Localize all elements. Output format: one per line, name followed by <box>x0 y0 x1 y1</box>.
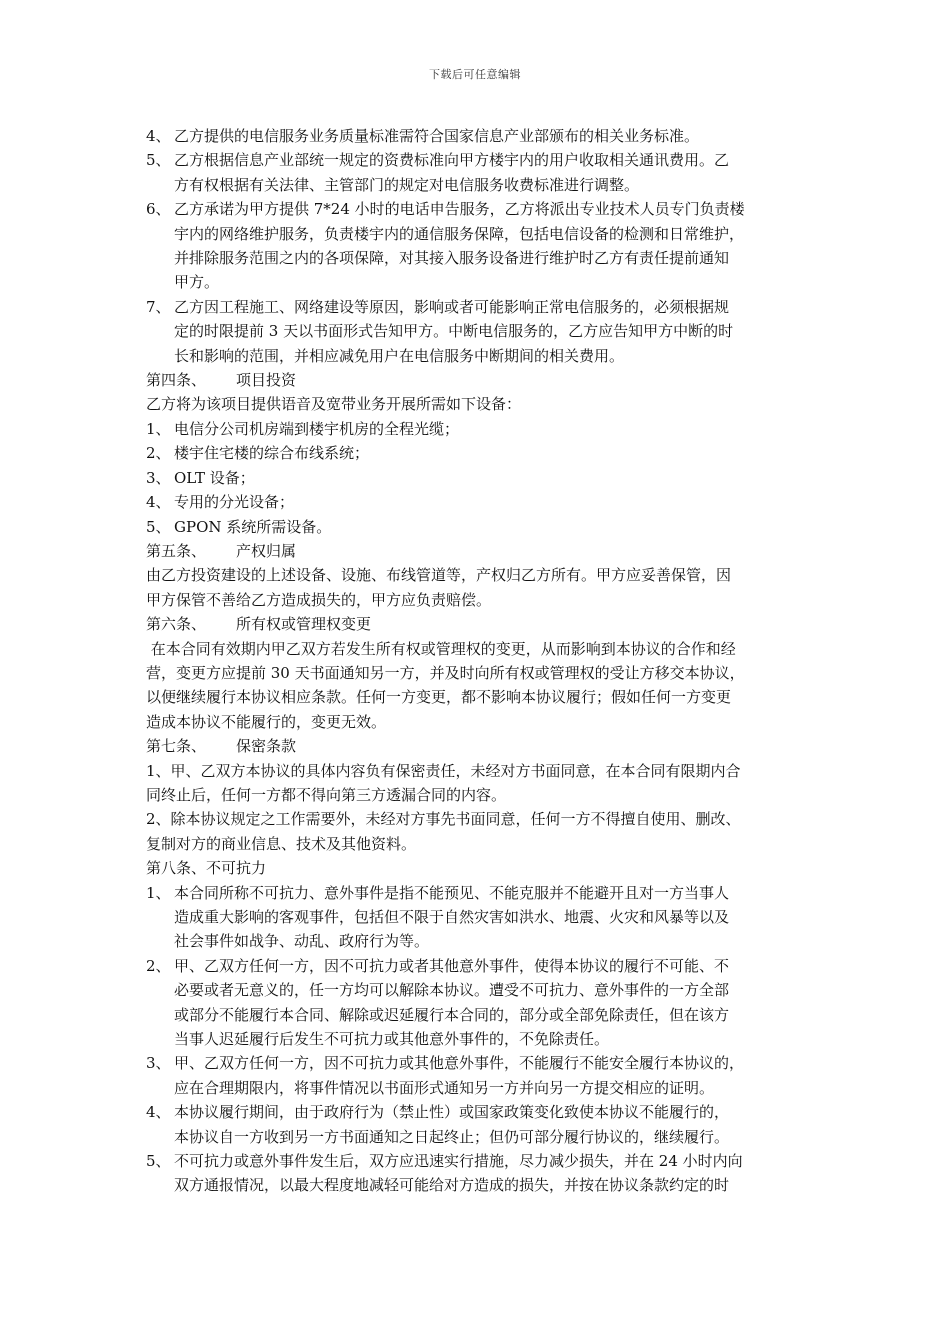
text-line: 在本合同有效期内甲乙双方若发生所有权或管理权的变更，从而影响到本协议的合作和经 <box>146 639 736 658</box>
item-text <box>174 881 816 954</box>
section-7-heading <box>146 734 816 758</box>
text-line: 同终止后，任何一方都不得向第三方透漏合同的内容。 <box>146 785 507 804</box>
section-number: 第四条、 <box>146 371 207 390</box>
list-item <box>146 295 816 368</box>
section-number: 第七条、 <box>146 737 207 756</box>
section-title: 产权归属 <box>236 541 297 560</box>
list-item <box>146 1149 816 1198</box>
section-7-paragraph <box>146 759 816 857</box>
page-header: 下载后可任意编辑 <box>429 68 521 81</box>
list-item <box>146 197 816 295</box>
text-line: 甲方。 <box>174 273 220 292</box>
list-item <box>146 124 816 148</box>
text-line: 宇内的网络维护服务，负责楼宇内的通信服务保障，包括电信设备的检测和日常维护， <box>174 224 745 243</box>
section-title: 所有权或管理权变更 <box>236 615 372 634</box>
text-line: 双方通报情况，以最大程度地减轻可能给对方造成的损失，并按在协议条款约定的时 <box>174 1176 730 1195</box>
text-line: 甲、乙双方任何一方，因不可抗力或者其他意外事件，使得本协议的履行不可能、不 <box>174 956 730 975</box>
text-line: 定的时限提前 3 天以书面形式告知甲方。中断电信服务的，乙方应告知甲方中断的时 <box>174 322 734 341</box>
list-item <box>146 490 816 514</box>
list-item <box>146 466 816 490</box>
list-item <box>146 148 816 197</box>
item-text <box>174 148 816 197</box>
item-text <box>174 1100 816 1149</box>
item-text: 专用的分光设备； <box>174 493 295 512</box>
item-number: 4、 <box>146 1103 171 1122</box>
section-4-intro: 乙方将为该项目提供语音及宽带业务开展所需如下设备： <box>146 395 522 414</box>
text-line: 并排除服务范围之内的各项保障，对其接入服务设备进行维护时乙方有责任提前通知 <box>174 249 730 268</box>
text-line: 长和影响的范围，并相应减免用户在电信服务中断期间的相关费用。 <box>174 346 625 365</box>
text-line: 以便继续履行本协议相应条款。任何一方变更，都不影响本协议履行；假如任何一方变更 <box>146 688 732 707</box>
document-body <box>146 124 816 1198</box>
item-number: 4、 <box>146 493 171 512</box>
list-item <box>146 1051 816 1100</box>
text-line: 乙方承诺为甲方提供 7*24 小时的电话申告服务，乙方将派出专业技术人员专门负责楼 <box>174 200 745 219</box>
item-number: 3、 <box>146 468 171 487</box>
equipment-list <box>146 417 816 539</box>
text-line: 乙方因工程施工、网络建设等原因，影响或者可能影响正常电信服务的，必须根据规 <box>174 297 730 316</box>
text-line: 应在合理期限内，将事件情况以书面形式通知另一方并向另一方提交相应的证明。 <box>174 1078 715 1097</box>
item-number: 3、 <box>146 1054 171 1073</box>
section-5-paragraph <box>146 563 816 612</box>
text-line: 不可抗力或意外事件发生后，双方应迅速实行措施，尽力减少损失，并在 24 小时内向 <box>174 1152 743 1171</box>
list-item <box>146 881 816 954</box>
text-line: 乙方提供的电信服务业务质量标准需符合国家信息产业部颁布的相关业务标准。 <box>174 127 700 145</box>
text-line: 甲、乙双方任何一方，因不可抗力或其他意外事件，不能履行不能安全履行本协议的， <box>174 1054 745 1073</box>
item-text <box>174 1051 816 1100</box>
item-text <box>174 295 816 368</box>
section-title: 项目投资 <box>236 371 297 390</box>
item-text: 楼宇住宅楼的综合布线系统； <box>174 444 370 463</box>
item-number: 4、 <box>146 127 171 145</box>
text-line: 由乙方投资建设的上述设备、设施、布线管道等，产权归乙方所有。甲方应妥善保管，因 <box>146 566 732 585</box>
section-number: 第六条、 <box>146 615 207 634</box>
item-number: 7、 <box>146 297 171 316</box>
text-line: 必要或者无意义的，任一方均可以解除本协议。遭受不可抗力、意外事件的一方全部 <box>174 981 730 1000</box>
item-number: 5、 <box>146 151 171 170</box>
list-item <box>146 1100 816 1149</box>
text-line: 造成重大影响的客观事件，包括但不限于自然灾害如洪水、地震、火灾和风暴等以及 <box>174 908 730 926</box>
item-text <box>174 1149 816 1198</box>
text-line: 2、除本协议规定之工作需要外，未经对方事先书面同意，任何一方不得擅自使用、删改、 <box>146 810 741 829</box>
force-majeure-items-list <box>146 881 816 1198</box>
section-5-heading <box>146 539 816 563</box>
item-number: 1、 <box>146 883 171 902</box>
item-number: 2、 <box>146 956 171 975</box>
list-item <box>146 954 816 1052</box>
list-item <box>146 441 816 465</box>
text-line: 1、甲、乙双方本协议的具体内容负有保密责任，未经对方书面同意，在本合同有限期内合 <box>146 761 741 780</box>
section-8-heading: 第八条、不可抗力 <box>146 859 267 878</box>
section-number: 第五条、 <box>146 541 207 560</box>
text-line: 本合同所称不可抗力、意外事件是指不能预见、不能克服并不能避开且对一方当事人 <box>174 883 730 902</box>
text-line: 或部分不能履行本合同、解除或迟延履行本合同的，部分或全部免除责任，但在该方 <box>174 1005 730 1024</box>
item-number: 6、 <box>146 200 171 219</box>
text-line: 营，变更方应提前 30 天书面通知另一方，并及时向所有权或管理权的受让方移交本协议， <box>146 663 745 682</box>
text-line: 本协议自一方收到另一方书面通知之日起终止；但仍可部分履行协议的，继续履行。 <box>174 1127 730 1146</box>
item-text: OLT 设备； <box>174 468 255 487</box>
section-title: 保密条款 <box>236 737 297 756</box>
section-6-heading <box>146 612 816 636</box>
item-number: 5、 <box>146 1152 171 1171</box>
text-line: 当事人迟延履行后发生不可抗力或其他意外事件的，不免除责任。 <box>174 1030 610 1049</box>
item-number: 2、 <box>146 444 171 463</box>
item-text: 电信分公司机房端到楼宇机房的全程光缆； <box>174 419 460 438</box>
section-4-heading <box>146 368 816 392</box>
text-line: 甲方保管不善给乙方造成损失的，甲方应负责赔偿。 <box>146 590 492 609</box>
item-text <box>174 954 816 1052</box>
list-item <box>146 515 816 539</box>
service-items-list <box>146 124 816 368</box>
item-number: 5、 <box>146 517 171 536</box>
text-line: 方有权根据有关法律、主管部门的规定对电信服务收费标准进行调整。 <box>174 175 640 194</box>
list-item <box>146 417 816 441</box>
item-text: GPON 系统所需设备。 <box>174 517 332 536</box>
item-number: 1、 <box>146 419 171 438</box>
section-6-paragraph <box>146 637 816 735</box>
item-text <box>174 197 816 295</box>
text-line: 社会事件如战争、动乱、政府行为等。 <box>174 932 430 951</box>
text-line: 造成本协议不能履行的，变更无效。 <box>146 712 387 731</box>
text-line: 乙方根据信息产业部统一规定的资费标准向甲方楼宇内的用户收取相关通讯费用。乙 <box>174 151 730 170</box>
text-line: 复制对方的商业信息、技术及其他资料。 <box>146 834 417 853</box>
item-text <box>174 124 816 148</box>
text-line: 本协议履行期间，由于政府行为（禁止性）或国家政策变化致使本协议不能履行的， <box>174 1103 730 1122</box>
